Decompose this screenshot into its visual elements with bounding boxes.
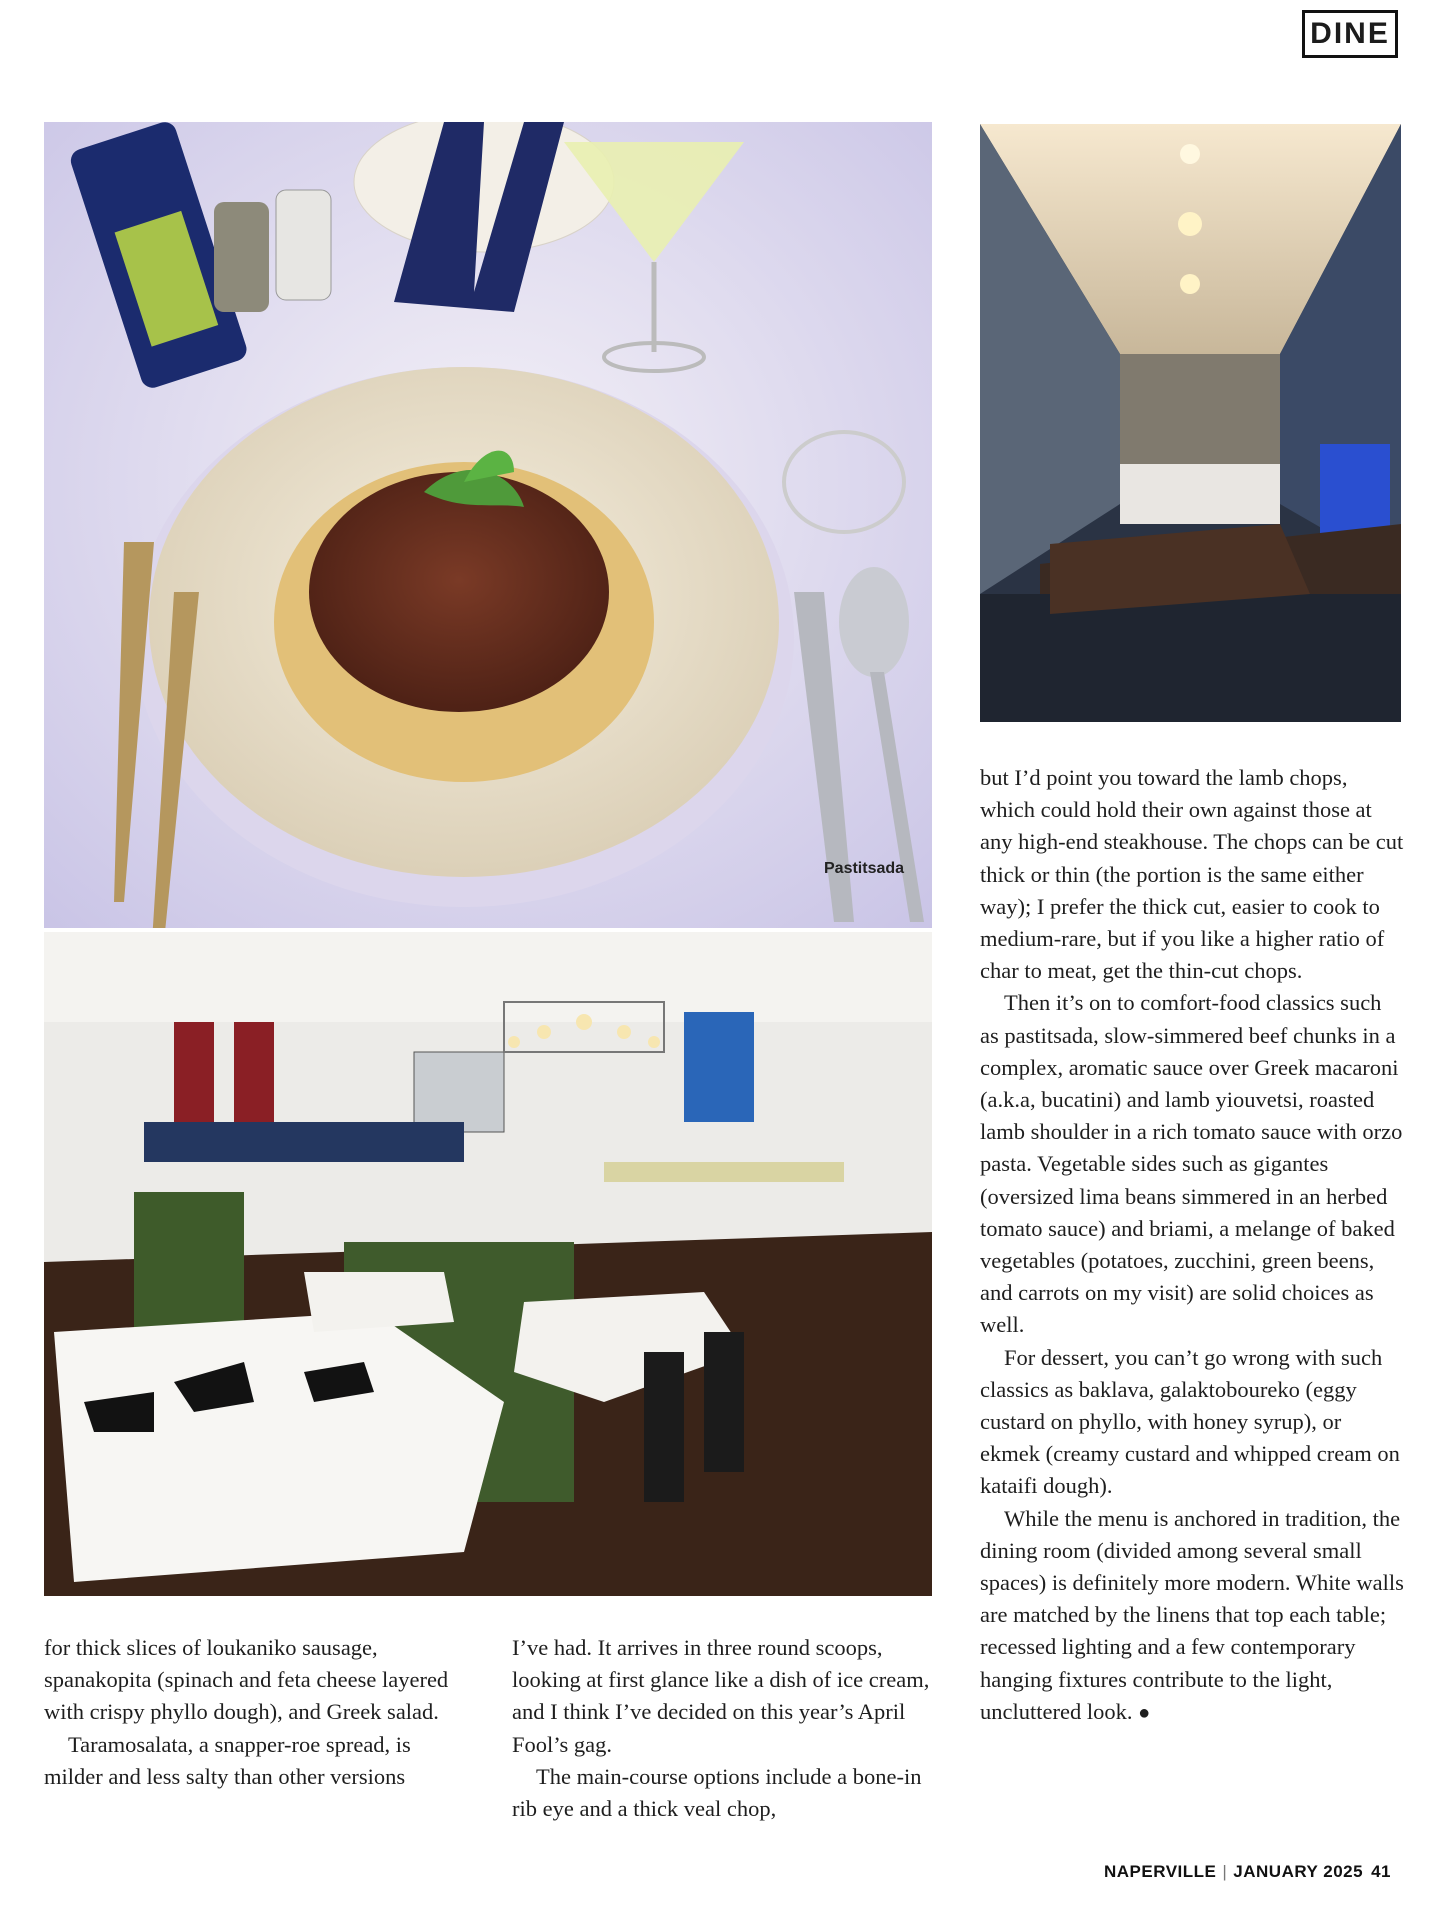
bar-interior-photo [980, 124, 1401, 722]
article-paragraph: but I’d point you toward the lamb chops, which could hold their own against those at any high-end steakhouse. The chops can be cut thick or thin (the portion is the same either way); I prefer the thick cut, easier to cook to medium-rare, but if you like a higher ratio of char to meat, get the thin-cut chops. [980, 765, 1404, 984]
article-column-2 [512, 1632, 942, 1825]
photo-caption: Pastitsada [824, 860, 905, 877]
end-of-story-bullet: ● [1138, 1701, 1151, 1724]
page-footer [1104, 1862, 1391, 1882]
article-column-1 [44, 1632, 474, 1793]
article-paragraph [980, 1503, 1404, 1729]
dining-room-photo [44, 932, 932, 1596]
article-paragraph: I’ve had. It arrives in three round scoops, looking at first glance like a dish of ice cream, and I think I’ve decided on this year’s April Fool’s gag. [512, 1635, 930, 1757]
footer-separator: | [1222, 1862, 1228, 1881]
page-number: 41 [1371, 1862, 1391, 1881]
article-final-text: While the menu is anchored in tradition, the dining room (divided among several small spaces) is definitely more modern. White walls are matched by the linens that top each table; recessed lighting and a few contemporary hanging fixtures contribute to the light, uncluttered look. [980, 1505, 1404, 1724]
article-paragraph: Taramosalata, a snapper-roe spread, is milder and less salty than other versions [44, 1731, 411, 1789]
publication-name: NAPERVILLE [1104, 1862, 1217, 1881]
pastitsada-photo [44, 122, 932, 928]
article-paragraph: Then it’s on to comfort-food classics such as pastitsada, slow-simmered beef chunks in a complex, aromatic sauce over Greek macaroni (a.k.a, bucatini) and lamb yiouvetsi, roasted lamb shoulder in a rich tomato sauce with orzo pasta. Vegetable sides such as gigantes (oversized lima beans simmered in an herbed tomato sauce) and briami, a melange of baked vegetables (potatoes, zucchini, green beens, and carrots on my visit) are solid choices as well. [980, 990, 1403, 1338]
section-label: DINE [1302, 10, 1398, 58]
article-column-3 [980, 762, 1404, 1729]
article-paragraph: The main-course options include a bone-in rib eye and a thick veal chop, [512, 1763, 922, 1822]
issue-date: JANUARY 2025 [1233, 1862, 1364, 1881]
article-paragraph: For dessert, you can’t go wrong with such classics as baklava, galaktoboureko (eggy custard on phyllo, with honey syrup), or ekmek (creamy custard and whipped cream on kataifi dough). [980, 1344, 1400, 1499]
article-paragraph: for thick slices of loukaniko sausage, spanakopita (spinach and feta cheese layered with crispy phyllo dough), and Greek salad. [44, 1635, 449, 1725]
